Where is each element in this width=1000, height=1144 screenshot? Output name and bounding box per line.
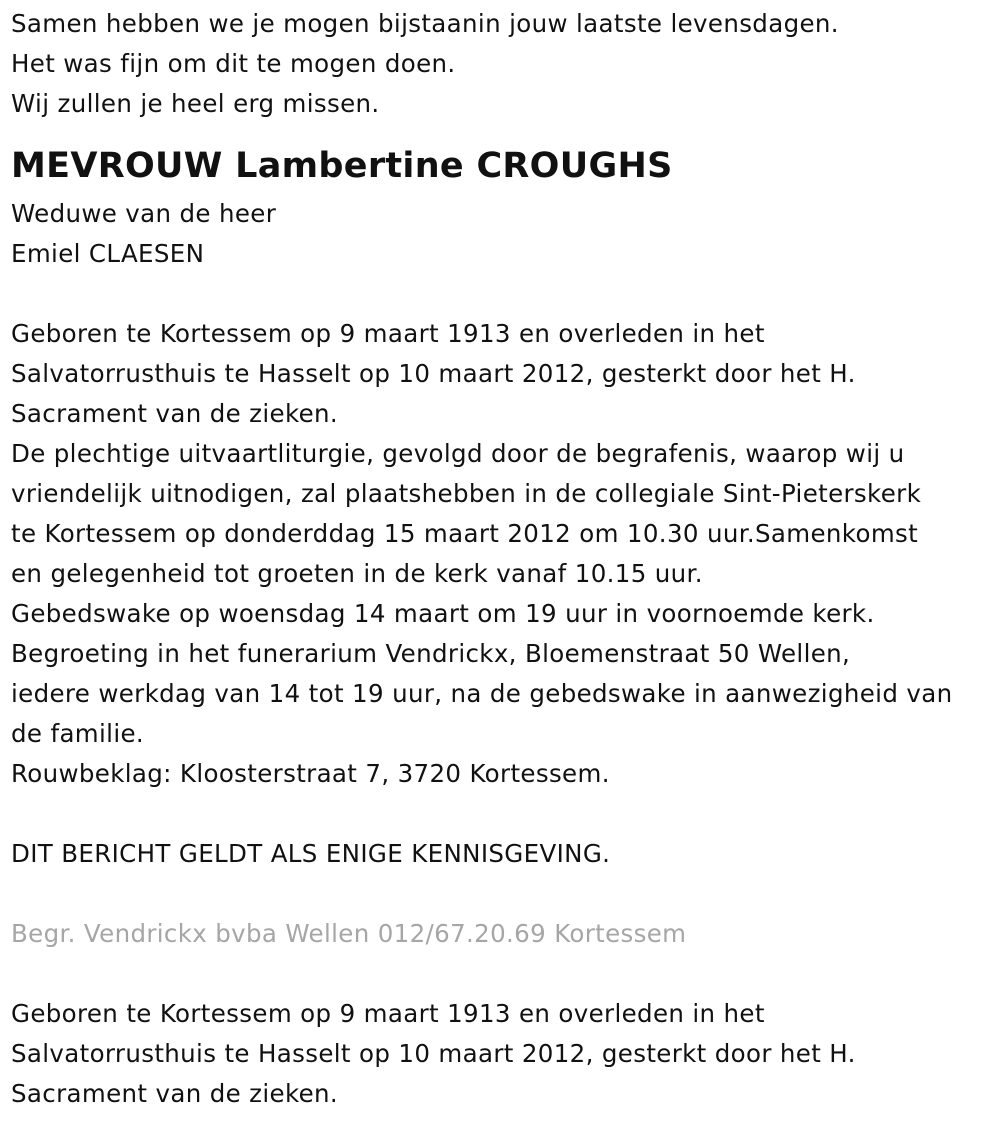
intro-text <box>11 4 996 124</box>
relation-line: Emiel CLAESEN <box>11 239 205 268</box>
body-line: Gebedswake op woensdag 14 maart om 19 uur in voornoemde kerk. <box>11 599 875 628</box>
body-line: Geboren te Kortessem op 9 maart 1913 en overleden in het <box>11 319 765 348</box>
intro-line: Het was fijn om dit te mogen doen. <box>11 49 456 78</box>
body-line: Salvatorrusthuis te Hasselt op 10 maart 2012, gesterkt door het H. <box>11 359 856 388</box>
obituary-document <box>11 4 996 1114</box>
spacer <box>11 274 996 314</box>
relation-line: Weduwe van de heer <box>11 199 277 228</box>
intro-line: Samen hebben we je mogen bijstaanin jouw laatste levensdagen. <box>11 9 839 38</box>
intro-line: Wij zullen je heel erg missen. <box>11 89 380 118</box>
spacer <box>11 874 996 914</box>
obituary-body <box>11 314 996 794</box>
body-line: te Kortessem op donderddag 15 maart 2012 om 10.30 uur.Samenkomst <box>11 519 919 548</box>
body-line: en gelegenheid tot groeten in de kerk vanaf 10.15 uur. <box>11 559 703 588</box>
body-line: vriendelijk uitnodigen, zal plaatshebben in de collegiale Sint-Pieterskerk <box>11 479 922 508</box>
body-line: de familie. <box>11 719 145 748</box>
repeat-line: Sacrament van de zieken. <box>11 1079 339 1108</box>
repeat-line: Geboren te Kortessem op 9 maart 1913 en overleden in het <box>11 999 765 1028</box>
body-line: iedere werkdag van 14 tot 19 uur, na de gebedswake in aanwezigheid van <box>11 679 953 708</box>
repeat-line: Salvatorrusthuis te Hasselt op 10 maart 2012, gesterkt door het H. <box>11 1039 856 1068</box>
body-line: Sacrament van de zieken. <box>11 399 339 428</box>
body-line: Begroeting in het funerarium Vendrickx, Bloemenstraat 50 Wellen, <box>11 639 851 668</box>
official-notice: DIT BERICHT GELDT ALS ENIGE KENNISGEVING. <box>11 839 611 868</box>
relation-text <box>11 194 996 274</box>
body-line: Rouwbeklag: Kloosterstraat 7, 3720 Kortessem. <box>11 759 610 788</box>
spacer <box>11 954 996 994</box>
deceased-name: MEVROUW Lambertine CROUGHS <box>11 146 673 186</box>
spacer <box>11 794 996 834</box>
repeated-birth-death-text <box>11 994 996 1114</box>
undertaker-credit: Begr. Vendrickx bvba Wellen 012/67.20.69 Kortessem <box>11 919 687 948</box>
body-line: De plechtige uitvaartliturgie, gevolgd door de begrafenis, waarop wij u <box>11 439 905 468</box>
